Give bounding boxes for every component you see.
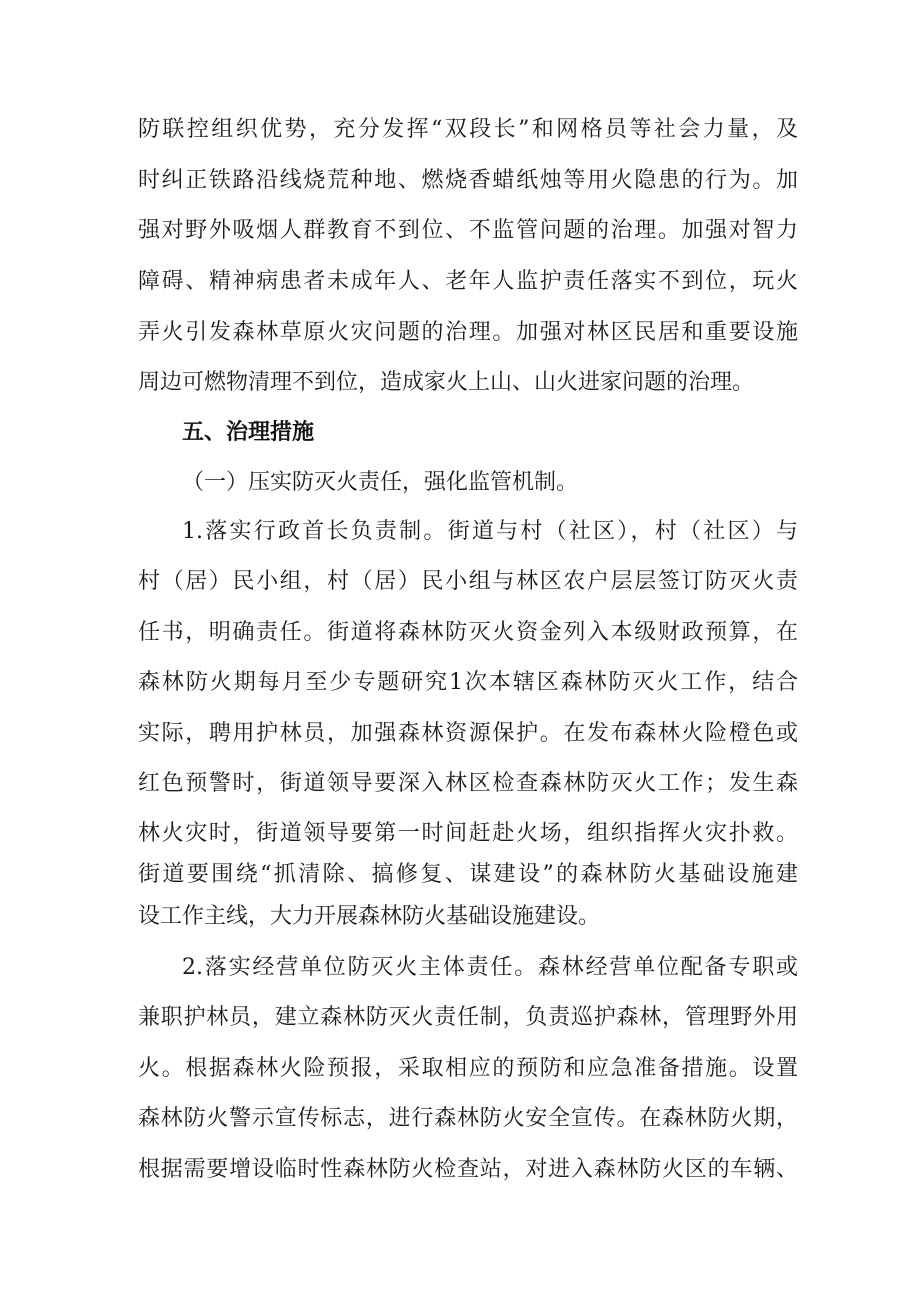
text-line: 防联控组织优势，充分发挥“双段长”和网格员等社会力量，及 — [138, 117, 798, 142]
subsection-heading: （一）压实防灭火责任，强化监管机制。 — [182, 470, 579, 495]
text-line: 任书，明确责任。街道将森林防灭火资金列入本级财政预算，在 — [138, 620, 798, 645]
text-line: 森林防火警示宣传标志，进行森林防火安全宣传。在森林防火期， — [138, 1106, 798, 1131]
section-heading: 五、治理措施 — [182, 420, 315, 445]
text-line: 街道要围绕“抓清除、搞修复、谋建设”的森林防火基础设施建 — [138, 862, 798, 887]
text-line: 根据需要增设临时性森林防火检查站，对进入森林防火区的车辆、 — [138, 1157, 798, 1182]
text-line: 障碍、精神病患者未成年人、老年人监护责任落实不到位，玩火 — [138, 269, 798, 294]
text-line: 火。根据森林火险预报，采取相应的预防和应急准备措施。设置 — [138, 1056, 798, 1081]
text-line: 2.落实经营单位防灭火主体责任。森林经营单位配备专职或 — [182, 955, 798, 980]
text-line: 实际，聘用护林员，加强森林资源保护。在发布森林火险橙色或 — [138, 721, 798, 746]
text-line: 红色预警时，街道领导要深入林区检查森林防灭火工作；发生森 — [138, 771, 798, 796]
text-line: 周边可燃物清理不到位，造成家火上山、山火进家问题的治理。 — [138, 370, 755, 395]
text-line: 设工作主线，大力开展森林防火基础设施建设。 — [138, 904, 601, 929]
text-line: 森林防火期每月至少专题研究1次本辖区森林防灭火工作，结合 — [138, 670, 798, 695]
text-line: 弄火引发森林草原火灾问题的治理。加强对林区民居和重要设施 — [138, 320, 798, 345]
text-line: 林火灾时，街道领导要第一时间赶赴火场，组织指挥火灾扑救。 — [138, 821, 798, 846]
text-line: 村（居）民小组，村（居）民小组与林区农户层层签订防灭火责 — [138, 569, 798, 594]
text-line: 时纠正铁路沿线烧荒种地、燃烧香蜡纸烛等用火隐患的行为。加 — [138, 168, 798, 193]
text-line: 强对野外吸烟人群教育不到位、不监管问题的治理。加强对智力 — [138, 218, 798, 243]
text-line: 1.落实行政首长负责制。街道与村（社区），村（社区）与 — [182, 519, 798, 544]
text-line: 兼职护林员，建立森林防灭火责任制，负责巡护森林，管理野外用 — [138, 1005, 798, 1030]
